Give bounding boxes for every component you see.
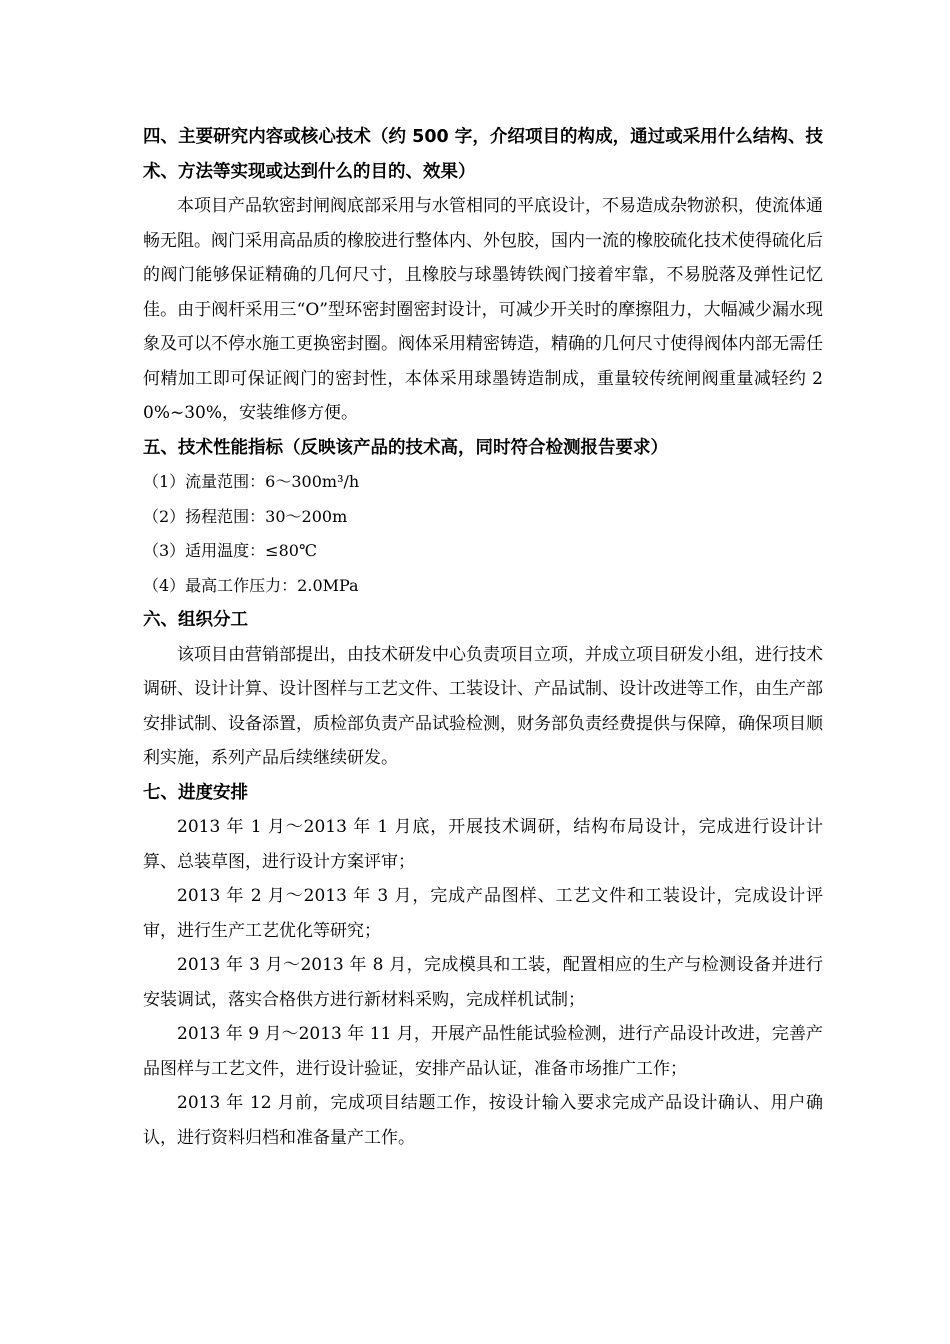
schedule-paragraph: 2013 年 2 月～2013 年 3 月，完成产品图样、工艺文件和工装设计，完成设计评审，进行生产工艺优化等研究；: [143, 886, 823, 941]
schedule-paragraph: 2013 年 3 月～2013 年 8 月，完成模具和工装，配置相应的生产与检测设备并进行安装调试，落实合格供方进行新材料采购，完成样机试制；: [143, 955, 823, 1010]
document-page: [143, 120, 823, 1155]
schedule-paragraph: 2013 年 1 月～2013 年 1 月底，开展技术调研，结构布局设计，完成进行设计计算、总装草图，进行设计方案评审；: [143, 817, 823, 872]
section-5-heading: 五、技术性能指标（反映该产品的技术高，同时符合检测报告要求）: [143, 437, 668, 458]
section-7-heading: 七、进度安排: [143, 782, 248, 803]
spec-item-flow: （1）流量范围：6～300m³/h: [143, 472, 360, 491]
section-6-heading: 六、组织分工: [143, 610, 248, 630]
spec-item-temperature: （3）适用温度：≤80℃: [143, 541, 317, 560]
schedule-paragraph: 2013 年 9 月～2013 年 11 月，开展产品性能试验检测，进行产品设计改进，完善产品图样与工艺文件，进行设计验证，安排产品认证，准备市场推广工作；: [143, 1024, 823, 1079]
schedule-paragraph: 2013 年 12 月前，完成项目结题工作，按设计输入要求完成产品设计确认、用户确认，进行资料归档和准备量产工作。: [143, 1093, 823, 1148]
section-4-body: 本项目产品软密封闸阀底部采用与水管相同的平底设计，不易造成杂物淤积，使流体通畅无阻。阀门采用高品质的橡胶进行整体内、外包胶，国内一流的橡胶硫化技术使得硫化后的阀门能够保证精确的几何尺寸，且橡胶与球墨铸铁阀门接着牢靠，不易脱落及弹性记忆佳。由于阀杆采用三“O”型环密封圈密封设计，可减少开关时的摩擦阻力，大幅减少漏水现象及可以不停水施工更换密封圈。阀体采用精密铸造，精确的几何尺寸使得阀体内部无需任何精加工即可保证阀门的密封性，本体采用球墨铸造制成，重量较传统闸阀重量减轻约 20%~30%，安装维修方便。: [143, 196, 823, 423]
spec-item-pressure: （4）最高工作压力：2.0MPa: [143, 575, 359, 595]
spec-item-head: （2）扬程范围：30～200m: [143, 506, 348, 526]
section-6-body: 该项目由营销部提出，由技术研发中心负责项目立项，并成立项目研发小组，进行技术调研、设计计算、设计图样与工艺文件、工装设计、产品试制、设计改进等工作，由生产部安排试制、设备添置，质检部负责产品试验检测，财务部负责经费提供与保障，确保项目顺利实施，系列产品后续继续研发。: [143, 644, 823, 768]
section-4-heading: 四、主要研究内容或核心技术（约 500 字，介绍项目的构成，通过或采用什么结构、技术、方法等实现或达到什么的目的、效果）: [143, 127, 823, 182]
